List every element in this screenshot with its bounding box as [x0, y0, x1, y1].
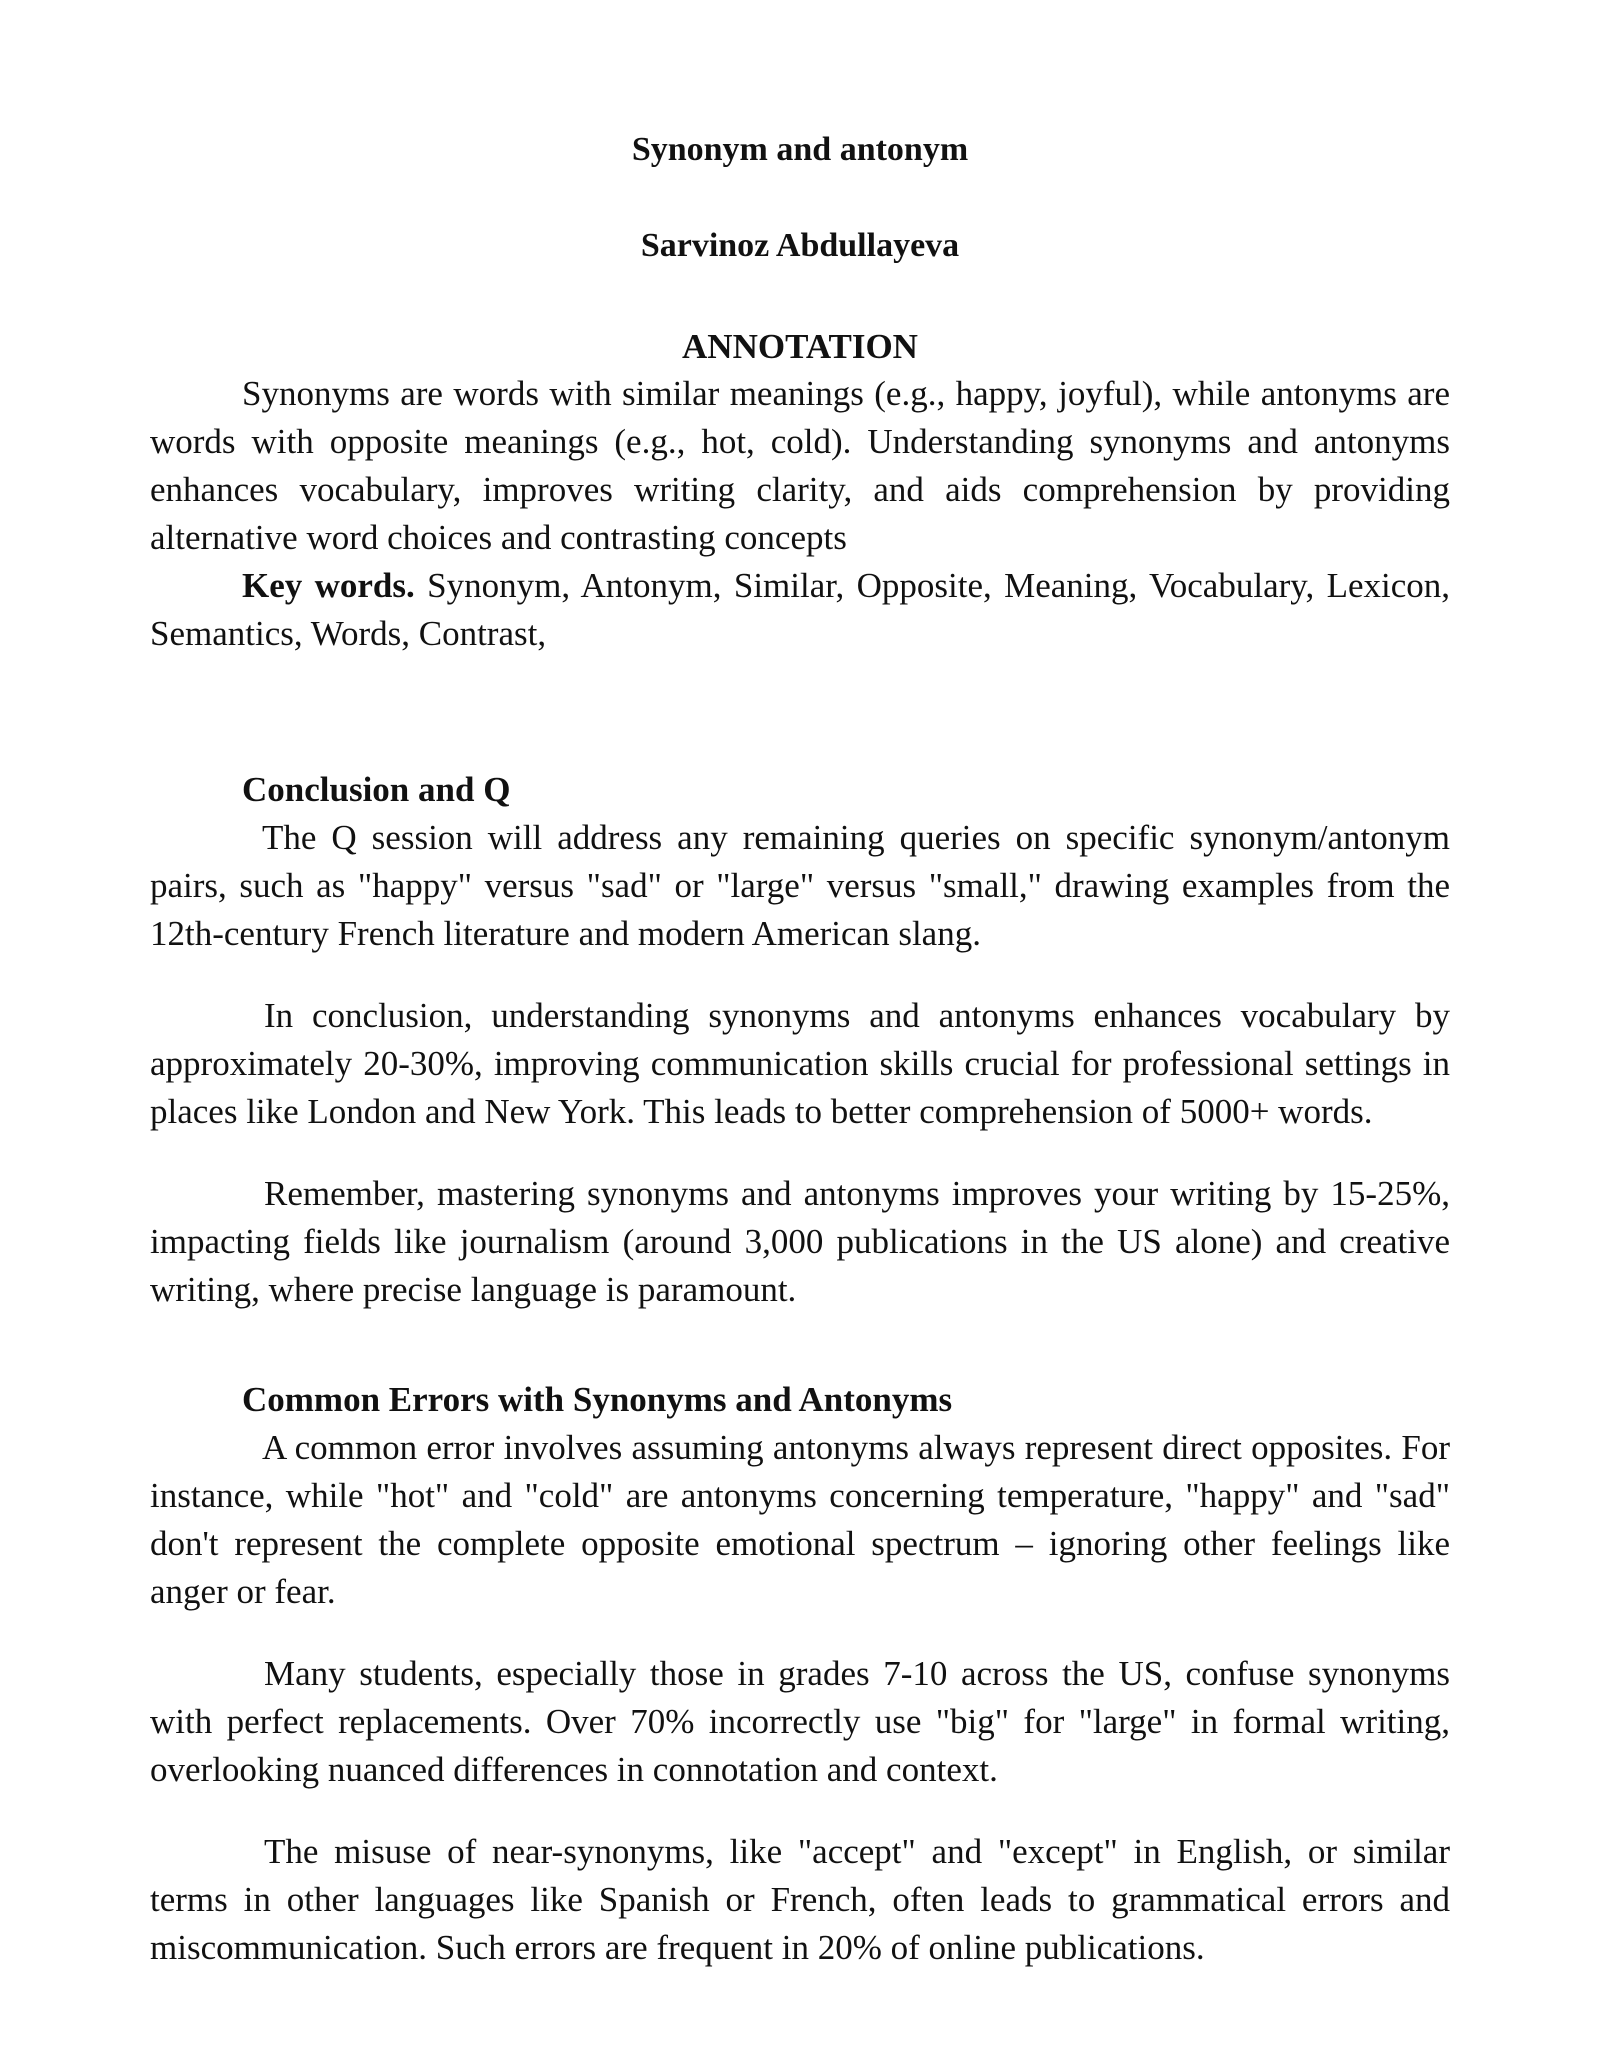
section-heading-conclusion: Conclusion and Q [242, 770, 511, 809]
keywords-list: Synonym, Antonym, Similar, Opposite, Meaning, Vocabulary, Lexicon, Semantics, Words, Contrast, [150, 566, 1451, 653]
conclusion-paragraph-2: In conclusion, understanding synonyms and antonyms enhances vocabulary by approximately 20-30%, improving communication skills crucial for professional settings in places like London and New York. This leads to better comprehension of 5000+ words. [150, 996, 1450, 1131]
conclusion-paragraph-1: The Q session will address any remaining queries on specific synonym/antonym pairs, such as "happy" versus "sad" or "large" versus "small," drawing examples from the 12th-century French literature and modern American slang. [150, 818, 1450, 953]
author-name: Sarvinoz Abdullayeva [640, 227, 960, 264]
section-heading-common-errors: Common Errors with Synonyms and Antonyms [242, 1380, 953, 1419]
annotation-paragraph: Synonyms are words with similar meanings (e.g., happy, joyful), while antonyms are words with opposite meanings (e.g., hot, cold). Understanding synonyms and antonyms enhances vocabulary, improves writing clarity, and aids comprehension by providing alternative word choices and contrasting concepts [150, 374, 1450, 557]
document-title: Synonym and antonym [631, 131, 969, 168]
keywords-label: Key words. [242, 566, 415, 605]
conclusion-paragraph-3: Remember, mastering synonyms and antonyms improves your writing by 15-25%, impacting fields like journalism (around 3,000 publications in the US alone) and creative writing, where precise language is paramount. [150, 1174, 1450, 1309]
errors-paragraph-1: A common error involves assuming antonyms always represent direct opposites. For instance, while "hot" and "cold" are antonyms concerning temperature, "happy" and "sad" don't represent the complete opposite emotional spectrum – ignoring other feelings like anger or fear. [150, 1428, 1450, 1611]
keywords-paragraph [150, 562, 1450, 658]
errors-paragraph-3: The misuse of near-synonyms, like "accept" and "except" in English, or similar terms in other languages like Spanish or French, often leads to grammatical errors and miscommunication. Such errors are frequent in 20% of online publications. [150, 1832, 1450, 1967]
errors-paragraph-2: Many students, especially those in grades 7-10 across the US, confuse synonyms with perfect replacements. Over 70% incorrectly use "big" for "large" in formal writing, overlooking nuanced differences in connotation and context. [150, 1654, 1450, 1789]
annotation-heading: ANNOTATION [682, 327, 918, 366]
